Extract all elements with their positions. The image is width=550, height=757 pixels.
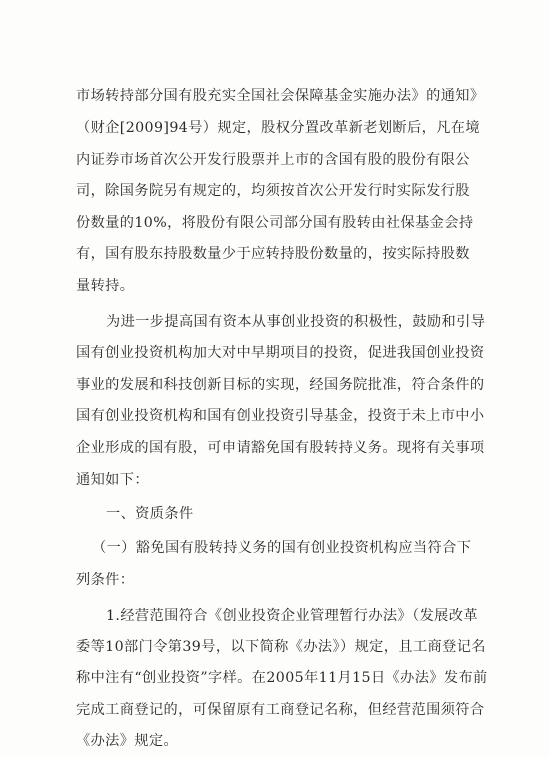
text-line: 《办法》规定。 [76,733,179,749]
text-line: 国有创业投资机构和国有创业投资引导基金，投资于未上市中小 [76,408,485,424]
text-line: 完成工商登记的，可保留原有工商登记名称，但经营范围须符合 [76,702,485,718]
text-line: 通知如下： [76,472,149,488]
text-line: 司，除国务院另有规定的，均须按首次公开发行时实际发行股 [76,183,470,199]
subsection-first-line: （一）豁免国有股转持义务的国有创业投资机构应当符合下 [92,540,472,556]
text-line: 有，国有股东持股数量少于应转持股份数量的，按实际持股数 [76,246,470,262]
text-line: 份数量的10%，将股份有限公司部分国有股转由社保基金会持 [76,215,474,231]
text-line: （财企[2009]94号）规定，股权分置改革新老划断后，凡在境 [76,120,480,136]
text-line: 列条件： [76,572,135,588]
text-line: 市场转持部分国有股充实全国社会保障基金实施办法》的通知》 [76,88,485,104]
section-heading: 一、资质条件 [106,506,194,522]
text-line: 国有创业投资机构加大对中早期项目的投资，促进我国创业投资 [76,345,485,361]
text-line: 事业的发展和科技创新目标的实现，经国务院批准，符合条件的 [76,377,485,393]
text-line: 称中注有“创业投资”字样。在2005年11月15日《办法》发布前 [76,670,488,686]
text-line: 委等10部门令第39号，以下简称《办法》）规定，且工商登记名 [76,639,486,655]
text-line: 量转持。 [76,278,135,294]
list-item-first-line: 1.经营范围符合《创业投资企业管理暂行办法》（发展改革 [106,608,478,624]
text-line: 企业形成的国有股，可申请豁免国有股转持义务。现将有关事项 [76,440,485,456]
paragraph-first-line: 为进一步提高国有资本从事创业投资的积极性，鼓励和引导 [106,314,486,330]
text-line: 内证券市场首次公开发行股票并上市的含国有股的股份有限公 [76,152,470,168]
